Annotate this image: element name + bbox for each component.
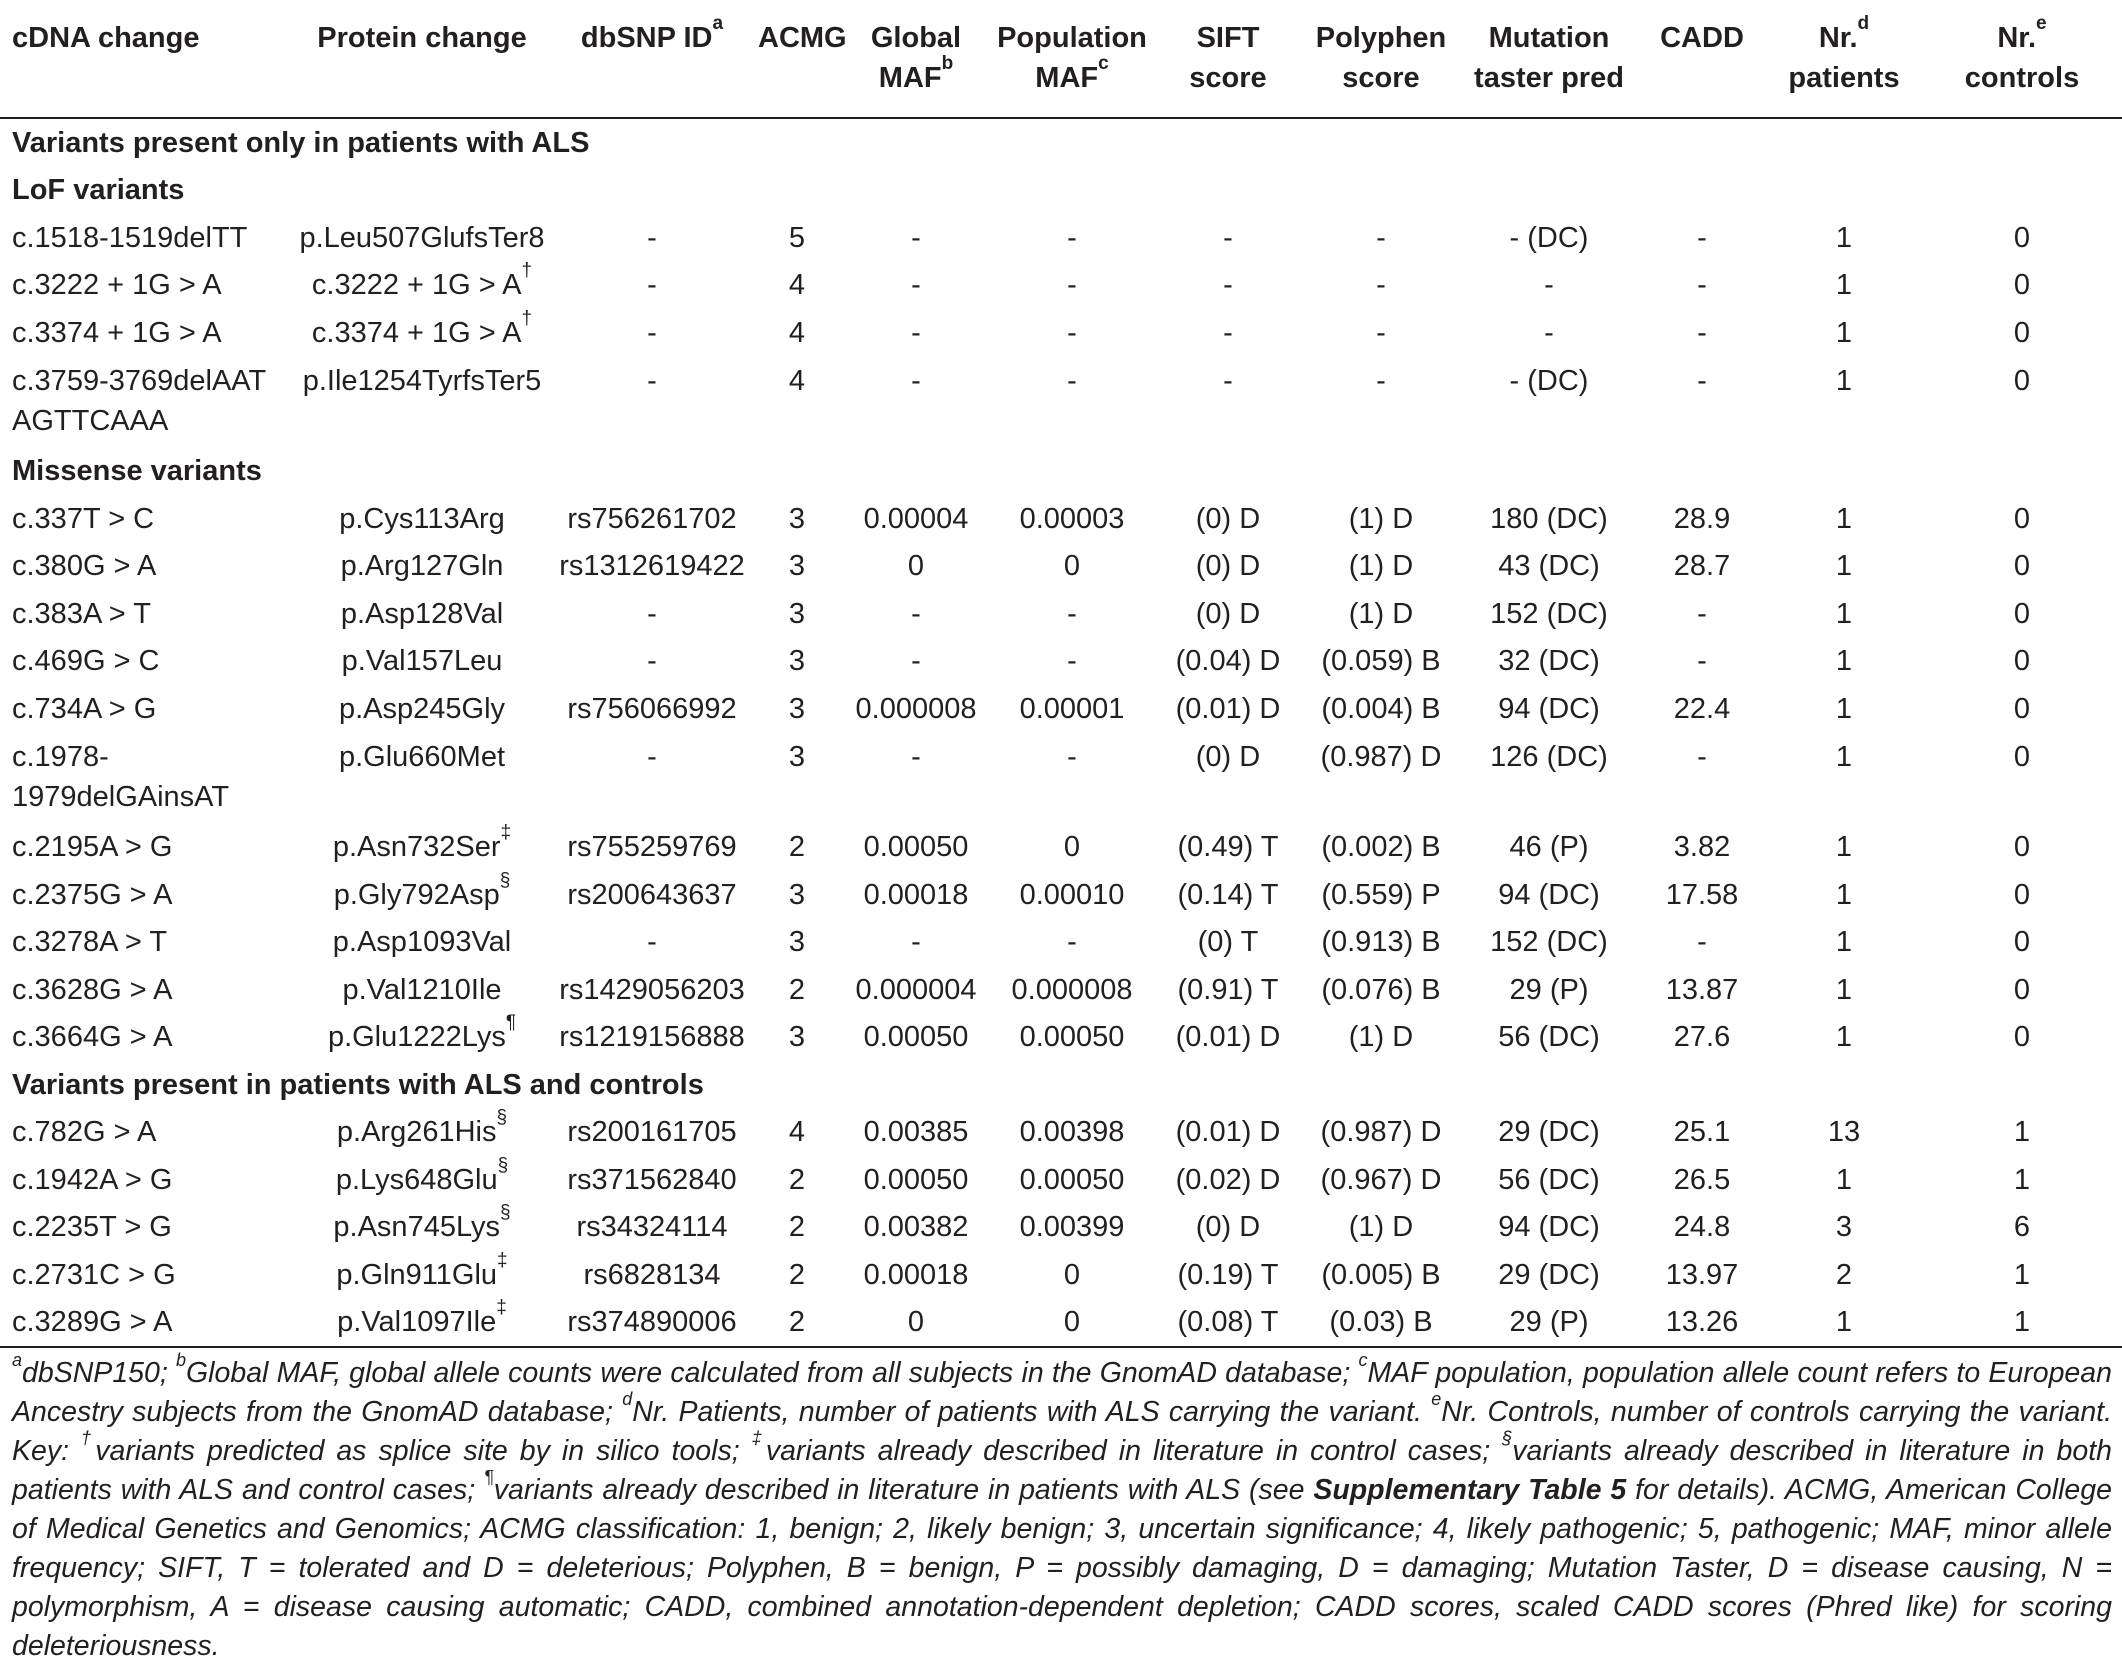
cell-nr-patients: 1 [1835,878,1853,911]
cell-mutation-taster: 56 (DC) [1498,1021,1600,1054]
section-label: LoF variants [12,174,185,207]
cell-population-maf: - [1067,221,1077,254]
cell-acmg: 4 [788,316,806,349]
cell-sift: (0.08) T [1154,1299,1302,1348]
cell-global-maf: 0.00004 [863,502,969,535]
cell-cadd: 22.4 [1673,692,1731,725]
cell-protein: p.Val157Leu [341,645,503,678]
cell-protein: p.Gly792Asp§ [333,869,511,911]
cell-dbsnp: rs374890006 [552,1299,752,1348]
cell-mutation-taster: 180 (DC) [1490,502,1608,535]
table-row [0,638,2122,686]
cell-polyphen: (0.059) B [1321,645,1441,678]
cell-cdna: c.3374 + 1G > A [12,316,222,349]
cell-sift: (0.91) T [1177,973,1279,1006]
table-row [0,262,2122,310]
cell-sift: (0.14) T [1177,878,1279,911]
cell-population-maf: 0.00050 [1019,1021,1125,1054]
cell-cadd: - [1697,740,1707,773]
cell-protein: p.Glu1222Lys¶ [327,1012,517,1054]
cell-acmg: 2 [788,831,806,864]
section-label: Variants present in patients with ALS and controls [12,1068,704,1101]
cell-nr-patients: 1 [1835,926,1853,959]
cell-global-maf: 0.00050 [863,1021,969,1054]
cell-nr-patients: 3 [1835,1211,1853,1244]
cell-mutation-taster: - [1544,316,1554,349]
cell-protein: p.Asn745Lys§ [333,1202,511,1244]
cell-polyphen: - [1376,269,1386,302]
cell-nr-controls: 1 [2013,1258,2031,1291]
header-cadd: CADD [1638,0,1766,118]
cell-cadd: 25.1 [1673,1116,1731,1149]
cell-acmg: 3 [788,692,806,725]
header-sift: SIFT score [1154,0,1302,118]
cell-mutation-taster: 46 (P) [1509,831,1589,864]
table-row [0,1014,2122,1062]
section-heading-only-patients [0,118,2122,167]
cell-acmg: 3 [788,550,806,583]
cell-population-maf: - [1067,926,1077,959]
cell-sift: (0) D [1195,1211,1261,1244]
cell-acmg: 4 [788,1116,806,1149]
cell-protein: p.Arg261His§ [336,1107,508,1149]
cell-population-maf: 0.00010 [1019,878,1125,911]
cell-dbsnp: - [647,740,657,773]
cell-mutation-taster: 43 (DC) [1498,550,1600,583]
cell-acmg: 3 [788,878,806,911]
cell-cadd: - [1697,597,1707,630]
cell-polyphen: (0.03) B [1302,1299,1460,1348]
cell-nr-controls: 1 [2013,1116,2031,1149]
cell-polyphen: (1) D [1348,597,1414,630]
cell-nr-controls: 0 [2013,364,2031,397]
cell-mutation-taster: 29 (P) [1509,973,1589,1006]
cell-dbsnp: - [647,645,657,678]
cell-cdna: c.3222 + 1G > A [12,269,222,302]
cell-polyphen: - [1376,221,1386,254]
cell-cdna: c.380G > A [12,550,157,583]
cell-nr-controls: 0 [2013,1021,2031,1054]
cell-acmg: 2 [788,1211,806,1244]
cell-polyphen: (0.004) B [1321,692,1441,725]
cell-dbsnp: rs755259769 [567,831,737,864]
cell-protein: p.Ile1254TyrfsTer5 [302,364,542,397]
cell-acmg: 2 [788,1163,806,1196]
cell-mutation-taster: 56 (DC) [1498,1163,1600,1196]
cell-dbsnp: - [647,926,657,959]
cell-dbsnp: - [647,221,657,254]
cell-sift: (0.01) D [1175,1021,1281,1054]
cell-global-maf: 0.000008 [855,692,977,725]
cell-cadd: - [1697,316,1707,349]
header-protein: Protein change [292,0,552,118]
cell-global-maf: 0.00018 [863,878,969,911]
table-row [0,1299,2122,1348]
cell-cdna: c.3759-3769delAAT AGTTCAAA [12,364,267,437]
cell-cdna: c.383A > T [12,597,151,630]
cell-protein: p.Asp1093Val [332,926,512,959]
table-row [0,1156,2122,1204]
cell-nr-patients: 1 [1766,1299,1922,1348]
cell-population-maf: - [1067,269,1077,302]
cell-nr-patients: 1 [1835,550,1853,583]
cell-polyphen: (0.076) B [1321,973,1441,1006]
cell-polyphen: (1) D [1348,1211,1414,1244]
cell-polyphen: (0.967) D [1320,1163,1442,1196]
table-row [0,733,2122,824]
cell-nr-controls: 1 [2013,1163,2031,1196]
cell-cadd: 13.87 [1665,973,1739,1006]
cell-mutation-taster: 126 (DC) [1490,740,1608,773]
cell-polyphen: (1) D [1348,502,1414,535]
cell-nr-patients: 13 [1827,1116,1861,1149]
cell-nr-patients: 1 [1835,364,1853,397]
cell-global-maf: 0.000004 [855,973,977,1006]
header-nr-controls: Nr.$^e$ controls [1922,0,2122,118]
cell-nr-patients: 1 [1835,740,1853,773]
cell-global-maf: - [911,221,921,254]
cell-acmg: 3 [788,502,806,535]
cell-population-maf: 0.000008 [1011,973,1133,1006]
cell-polyphen: (0.559) P [1321,878,1441,911]
cell-sift: (0.19) T [1177,1258,1279,1291]
section-heading-lof [0,167,2122,215]
cell-dbsnp: rs6828134 [583,1258,721,1291]
cell-protein: p.Asp128Val [340,597,504,630]
cell-polyphen: - [1376,316,1386,349]
cell-nr-controls: 0 [2013,221,2031,254]
cell-population-maf: 0 [1063,831,1081,864]
cell-population-maf: 0.00399 [1019,1211,1125,1244]
cell-acmg: 5 [788,221,806,254]
cell-cadd: - [1697,926,1707,959]
cell-polyphen: (0.002) B [1321,831,1441,864]
cell-acmg: 3 [788,645,806,678]
cell-dbsnp: - [647,364,657,397]
table-row [0,966,2122,1014]
cell-nr-patients: 2 [1835,1258,1853,1291]
cell-nr-controls: 0 [2013,597,2031,630]
cell-protein: p.Lys648Glu§ [335,1154,509,1196]
cell-acmg: 3 [788,926,806,959]
cell-protein: p.Arg127Gln [340,550,504,583]
cell-cdna: c.2731C > G [12,1258,176,1291]
cell-cadd: - [1697,269,1707,302]
cell-global-maf: - [911,364,921,397]
cell-nr-patients: 1 [1835,1163,1853,1196]
cell-nr-patients: 1 [1835,502,1853,535]
cell-cadd: 17.58 [1665,878,1739,911]
cell-sift: - [1223,364,1233,397]
header-population-maf: Population MAF$^c$ [990,0,1154,118]
cell-polyphen: (1) D [1348,550,1414,583]
cell-sift: - [1223,316,1233,349]
cell-polyphen: (0.913) B [1321,926,1441,959]
cell-dbsnp: rs34324114 [576,1211,728,1244]
cell-global-maf: 0 [907,550,925,583]
cell-global-maf: - [911,597,921,630]
cell-nr-controls: 0 [2013,645,2031,678]
cell-mutation-taster: 94 (DC) [1498,1211,1600,1244]
cell-sift: (0) D [1195,502,1261,535]
cell-polyphen: (0.987) D [1320,740,1442,773]
cell-cdna: c.2195A > G [12,831,173,864]
cell-dbsnp: rs1312619422 [559,550,745,583]
cell-nr-controls: 0 [2013,926,2031,959]
cell-population-maf: 0 [1063,550,1081,583]
table-row [0,357,2122,448]
cell-cdna: c.3278A > T [12,926,168,959]
cell-global-maf: 0.00050 [863,1163,969,1196]
cell-cdna: c.2375G > A [12,878,173,911]
cell-cdna: c.1978- 1979delGAinsAT [12,740,230,813]
header-polyphen: Polyphen score [1302,0,1460,118]
cell-polyphen: (0.005) B [1321,1258,1441,1291]
cell-population-maf: - [1067,316,1077,349]
cell-cadd: - [1697,364,1707,397]
cell-sift: - [1223,221,1233,254]
cell-protein: p.Val1097Ile‡ [292,1299,552,1348]
table-row [0,824,2122,872]
cell-nr-controls: 0 [2013,269,2031,302]
cell-dbsnp: rs1219156888 [559,1021,745,1054]
cell-mutation-taster: - (DC) [1509,364,1589,397]
table-footnote: $^a$dbSNP150; $^b$Global MAF, global allele counts were calculated from all subjects in the GnomAD database; $^c$MAF population, population allele count refers to European Ancestry subjects from the GnomAD database; $^d$Nr. Patients, number of patients with ALS carrying the variant. $^e$Nr. Controls, number of controls carrying the variant. Key: †variants predicted as splice site by in silico tools; ‡variants already described in literature in control cases; §variants already described in literature in both patients with ALS and control cases; ¶variants already described in literature in patients with ALS (see Supplementary Table 5 for details). ACMG, American College of Medical Genetics and Genomics; ACMG classification: 1, benign; 2, likely benign; 3, uncertain significance; 4, likely pathogenic; 5, pathogenic; MAF, minor allele frequency; SIFT, T = tolerated and D = deleterious; Polyphen, B = benign, P = possibly damaging, D = damaging; Mutation Taster, D = disease causing, N = polymorphism, A = disease causing automatic; CADD, combined annotation-dependent depletion; CADD scores, scaled CADD scores (Phred like) for scoring deleteriousness. [12,1350,2113,1662]
cell-nr-controls: 0 [2013,550,2031,583]
cell-population-maf: 0 [990,1299,1154,1348]
cell-cadd: 3.82 [1673,831,1731,864]
cell-nr-patients: 1 [1835,831,1853,864]
table-row [0,1204,2122,1252]
cell-population-maf: 0.00001 [1019,692,1125,725]
cell-protein: p.Cys113Arg [339,502,505,535]
cell-global-maf: 0.00382 [863,1211,969,1244]
cell-global-maf: 0.00018 [863,1258,969,1291]
cell-acmg: 2 [788,973,806,1006]
cell-nr-patients: 1 [1835,316,1853,349]
table-row [0,871,2122,919]
header-dbsnp: dbSNP $ID^a$ [552,0,752,118]
cell-nr-controls: 0 [2013,692,2031,725]
cell-nr-controls: 0 [2013,316,2031,349]
header-nr-patients: Nr.$^d$ patients [1766,0,1922,118]
cell-global-maf: - [911,645,921,678]
cell-nr-controls: 1 [1922,1299,2122,1348]
cell-global-maf: - [911,316,921,349]
cell-acmg: 2 [752,1299,842,1348]
cell-global-maf: 0.00385 [863,1116,969,1149]
cell-mutation-taster: 94 (DC) [1498,692,1600,725]
cell-population-maf: - [1067,364,1077,397]
table-row [0,214,2122,262]
cell-acmg: 3 [788,597,806,630]
cell-protein: p.Gln911Glu‡ [336,1249,508,1291]
cell-population-maf: 0.00398 [1019,1116,1125,1149]
cell-cadd: 13.26 [1638,1299,1766,1348]
table-row [0,1109,2122,1157]
cell-acmg: 3 [788,1021,806,1054]
cell-cadd: 27.6 [1673,1021,1731,1054]
cell-sift: (0.49) T [1177,831,1279,864]
cell-mutation-taster: 29 (P) [1460,1299,1638,1348]
cell-protein: c.3222 + 1G > A† [311,260,533,302]
cell-cadd: - [1697,645,1707,678]
cell-cadd: 26.5 [1673,1163,1731,1196]
cell-sift: (0) D [1195,740,1261,773]
cell-dbsnp: - [647,316,657,349]
cell-acmg: 2 [788,1258,806,1291]
cell-acmg: 4 [788,269,806,302]
cell-cadd: 28.7 [1673,550,1731,583]
cell-cadd: - [1697,221,1707,254]
cell-acmg: 3 [788,740,806,773]
cell-sift: (0.01) D [1175,692,1281,725]
cell-nr-controls: 6 [2013,1211,2031,1244]
cell-sift: (0) D [1195,597,1261,630]
cell-cdna: c.1942A > G [12,1163,173,1196]
header-mutation-taster: Mutation taster pred [1460,0,1638,118]
cell-cdna: c.3289G > A [0,1299,292,1348]
table-body [0,118,2122,1347]
cell-cdna: c.1518-1519delTT [12,221,248,254]
cell-cdna: c.337T > C [12,502,155,535]
cell-mutation-taster: 152 (DC) [1490,926,1608,959]
cell-dbsnp: rs756261702 [567,502,737,535]
cell-sift: (0.04) D [1175,645,1281,678]
cell-protein: p.Val1210Ile [342,973,502,1006]
section-heading-missense [0,448,2122,496]
cell-dbsnp: rs371562840 [567,1163,737,1196]
cell-protein: p.Asp245Gly [338,692,506,725]
cell-cdna: c.3664G > A [12,1021,173,1054]
table-row [0,590,2122,638]
cell-dbsnp: rs200643637 [567,878,737,911]
cell-sift: (0.02) D [1175,1163,1281,1196]
table-row [0,1251,2122,1299]
header-row [0,0,2122,118]
cell-protein: c.3374 + 1G > A† [311,307,533,349]
cell-polyphen: (1) D [1348,1021,1414,1054]
cell-nr-patients: 1 [1835,597,1853,630]
cell-cdna: c.2235T > G [12,1211,172,1244]
cell-population-maf: 0.00050 [1019,1163,1125,1196]
cell-population-maf: - [1067,597,1077,630]
cell-sift: - [1223,269,1233,302]
cell-mutation-taster: 152 (DC) [1490,597,1608,630]
cell-global-maf: 0 [842,1299,990,1348]
cell-global-maf: - [911,269,921,302]
table-row [0,919,2122,967]
cell-cadd: 13.97 [1665,1258,1739,1291]
table-row [0,309,2122,357]
cell-acmg: 4 [788,364,806,397]
cell-population-maf: - [1067,645,1077,678]
cell-dbsnp: - [647,269,657,302]
section-label: Variants present only in patients with ALS [12,126,590,159]
cell-cadd: 28.9 [1673,502,1731,535]
cell-sift: (0) T [1197,926,1259,959]
cell-dbsnp: rs200161705 [567,1116,737,1149]
cell-dbsnp: rs1429056203 [559,973,745,1006]
cell-dbsnp: - [647,597,657,630]
header-acmg: ACMG [752,0,842,118]
cell-nr-controls: 0 [2013,878,2031,911]
cell-nr-patients: 1 [1835,645,1853,678]
cell-polyphen: - [1376,364,1386,397]
cell-cadd: 24.8 [1673,1211,1731,1244]
cell-mutation-taster: 32 (DC) [1498,645,1600,678]
cell-dbsnp: rs756066992 [567,692,737,725]
cell-sift: (0.01) D [1175,1116,1281,1149]
cell-cdna: c.782G > A [12,1116,157,1149]
cell-nr-controls: 0 [2013,502,2031,535]
cell-protein: p.Glu660Met [338,740,506,773]
cell-cdna: c.734A > G [12,692,157,725]
cell-global-maf: - [911,926,921,959]
table-row [0,495,2122,543]
cell-cdna: c.3628G > A [12,973,173,1006]
cell-nr-controls: 0 [2013,740,2031,773]
section-heading-both [0,1061,2122,1109]
cell-global-maf: 0.00050 [863,831,969,864]
cell-population-maf: 0 [1063,1258,1081,1291]
cell-protein: p.Leu507GlufsTer8 [299,221,545,254]
cell-mutation-taster: 29 (DC) [1498,1258,1600,1291]
header-global-maf: Global MAF$^b$ [842,0,990,118]
cell-polyphen: (0.987) D [1320,1116,1442,1149]
cell-global-maf: - [911,740,921,773]
cell-mutation-taster: - (DC) [1509,221,1589,254]
table-row [0,543,2122,591]
cell-population-maf: 0.00003 [1019,502,1125,535]
cell-population-maf: - [1067,740,1077,773]
cell-sift: (0) D [1195,550,1261,583]
cell-nr-controls: 0 [2013,831,2031,864]
cell-protein: p.Asn732Ser‡ [332,822,512,864]
table-row [0,685,2122,733]
cell-mutation-taster: - [1544,269,1554,302]
cell-nr-patients: 1 [1835,973,1853,1006]
cell-cdna: c.469G > C [12,645,160,678]
cell-mutation-taster: 94 (DC) [1498,878,1600,911]
cell-nr-patients: 1 [1835,269,1853,302]
cell-nr-patients: 1 [1835,221,1853,254]
section-label: Missense variants [12,455,262,488]
cell-mutation-taster: 29 (DC) [1498,1116,1600,1149]
cell-nr-patients: 1 [1835,1021,1853,1054]
cell-nr-controls: 0 [2013,973,2031,1006]
cell-nr-patients: 1 [1835,692,1853,725]
header-cdna: cDNA change [0,0,292,118]
